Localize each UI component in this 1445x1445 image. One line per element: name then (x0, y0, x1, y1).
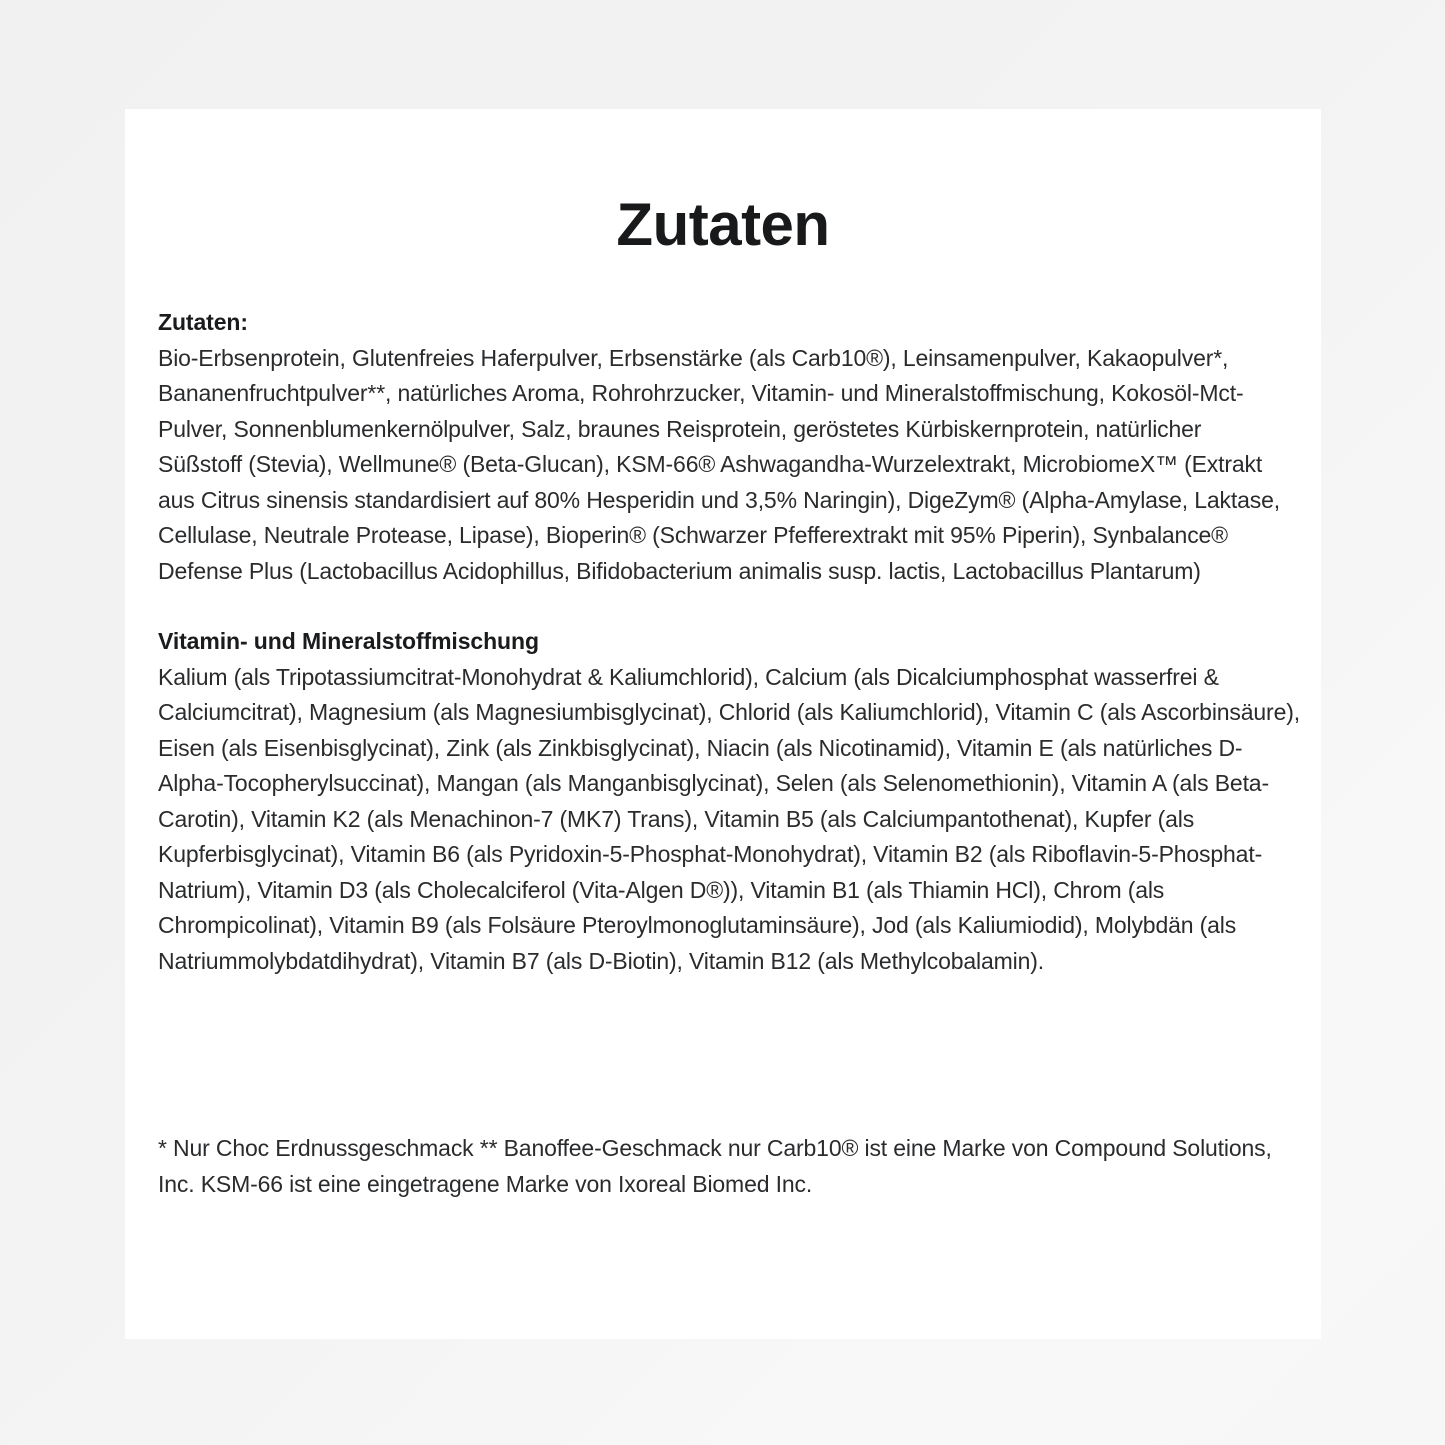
document-card (125, 109, 1321, 1339)
page-title: Zutaten (616, 191, 830, 258)
ingredients-body: Bio-Erbsenprotein, Glutenfreies Haferpulver, Erbsenstärke (als Carb10®), Leinsamenpulver, Kakaopulver*, Bananenfruchtpulver**, natürliches Aroma, Rohrohrzucker, Vitamin- und Mineralstoffmischung, Kokosöl-Mct-Pulver, Sonnenblumenkernölpulver, Salz, braunes Reisprotein, geröstetes Kürbiskernprotein, natürlicher Süßstoff (Stevia), Wellmune® (Beta-Glucan), KSM-66® Ashwagandha-Wurzelextrakt, MicrobiomeX™ (Extrakt aus Citrus sinensis standardisiert auf 80% Hesperidin und 3,5% Naringin), DigeZym® (Alpha-Amylase, Laktase, Cellulase, Neutrale Protease, Lipase), Bioperin® (Schwarzer Pfefferextrakt mit 95% Piperin), Synbalance® Defense Plus (Lactobacillus Acidophillus, Bifidobacterium animalis susp. lactis, Lactobacillus Plantarum) (158, 344, 1281, 584)
section-footnote (158, 1131, 1273, 1202)
ingredients-heading: Zutaten: (158, 309, 248, 335)
document-content (158, 305, 1313, 1202)
vitamins-heading: Vitamin- und Mineralstoffmischung (158, 628, 539, 654)
section-vitamins (158, 624, 1304, 979)
vitamins-body: Kalium (als Tripotassiumcitrat-Monohydrat & Kaliumchlorid), Calcium (als Dicalciumphosphat wasserfrei & Calciumcitrat), Magnesium (als Magnesiumbisglycinat), Chlorid (als Kaliumchlorid), Vitamin C (als Ascorbinsäure), Eisen (als Eisenbisglycinat), Zink (als Zinkbisglycinat), Niacin (als Nicotinamid), Vitamin E (als natürliches D-Alpha-Tocopherylsuccinat), Mangan (als Manganbisglycinat), Selen (als Selenomethionin), Vitamin A (als Beta-Carotin), Vitamin K2 (als Menachinon-7 (MK7) Trans), Vitamin B5 (als Calciumpantothenat), Kupfer (als Kupferbisglycinat), Vitamin B6 (als Pyridoxin-5-Phosphat-Monohydrat), Vitamin B2 (als Riboflavin-5-Phosphat-Natrium), Vitamin D3 (als Cholecalciferol (Vita-Algen D®)), Vitamin B1 (als Thiamin HCl), Chrom (als Chrompicolinat), Vitamin B9 (als Folsäure Pteroylmonoglutaminsäure), Jod (als Kaliumiodid), Molybdän (als Natriummolybdatdihydrat), Vitamin B7 (als D-Biotin), Vitamin B12 (als Methylcobalamin). (158, 663, 1300, 974)
footnote-body: * Nur Choc Erdnussgeschmack ** Banoffee-Geschmack nur Carb10® ist eine Marke von Compound Solutions, Inc. KSM-66 ist eine eingetragene Marke von Ixoreal Biomed Inc. (158, 1135, 1272, 1197)
section-ingredients (158, 305, 1288, 589)
